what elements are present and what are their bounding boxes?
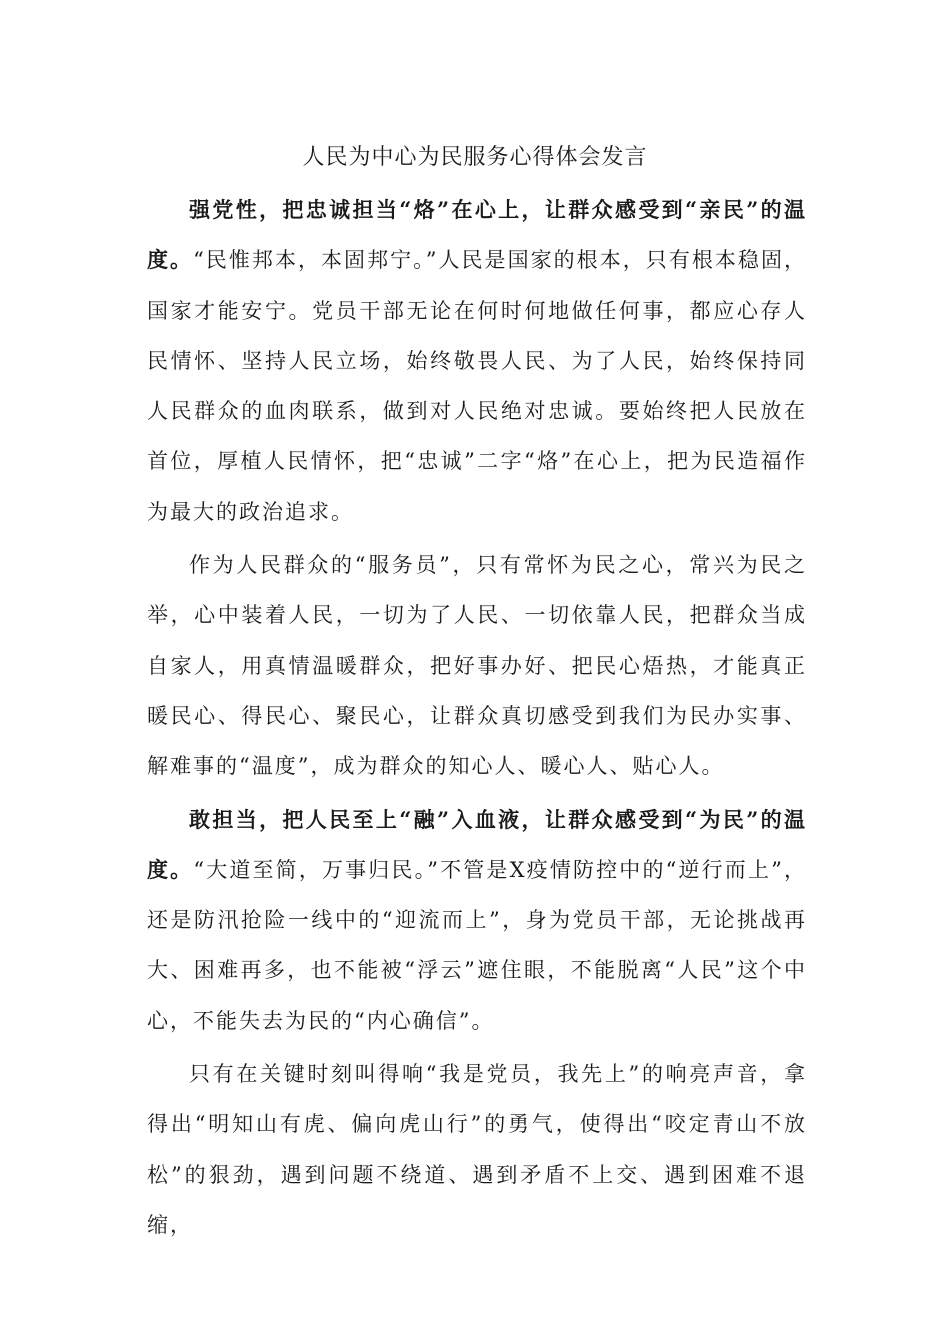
document-body xyxy=(147,185,807,1253)
paragraph-4-text: 只有在关键时刻叫得响“我是党员，我先上”的响亮声音，拿得出“明知山有虎、偏向虎山行”的勇气，使得出“咬定青山不放松”的狠劲，遇到问题不绕道、遇到矛盾不上交、遇到困难不退缩， xyxy=(147,1062,807,1237)
paragraph-1-text: “民惟邦本，本固邦宁。”人民是国家的根本，只有根本稳固，国家才能安宁。党员干部无论在何时何地做任何事，都应心存人民情怀、坚持人民立场，始终敬畏人民、为了人民，始终保持同人民群众的血肉联系，做到对人民绝对忠诚。要始终把人民放在首位，厚植人民情怀，把“忠诚”二字“烙”在心上，把为民造福作为最大的政治追求。 xyxy=(147,248,807,524)
paragraph-2 xyxy=(147,540,807,791)
paragraph-3-lead: 敢担当，把人民至上“融”入血液，让群众感受到“为民”的温度。 xyxy=(147,806,807,882)
paragraph-1-lead: 强党性，把忠诚担当“烙”在心上，让群众感受到“亲民”的温度。 xyxy=(147,197,807,273)
paragraph-3 xyxy=(147,795,807,1046)
document-title: 人民为中心为民服务心得体会发言 xyxy=(302,145,648,170)
paragraph-4 xyxy=(147,1049,807,1250)
paragraph-2-text: 作为人民群众的“服务员”，只有常怀为民之心，常兴为民之举，心中装着人民，一切为了人民、一切依靠人民，把群众当成自家人，用真情温暖群众，把好事办好、把民心焐热，才能真正暖民心、得民心、聚民心，让群众真切感受到我们为民办实事、解难事的“温度”，成为群众的知心人、暖心人、贴心人。 xyxy=(147,553,807,779)
paragraph-1 xyxy=(147,185,807,537)
paragraph-3-text: “大道至简，万事归民。”不管是X疫情防控中的“逆行而上”，还是防汛抢险一线中的“迎流而上”，身为党员干部，无论挑战再大、困难再多，也不能被“浮云”遮住眼，不能脱离“人民”这个中心，不能失去为民的“内心确信”。 xyxy=(147,857,807,1033)
